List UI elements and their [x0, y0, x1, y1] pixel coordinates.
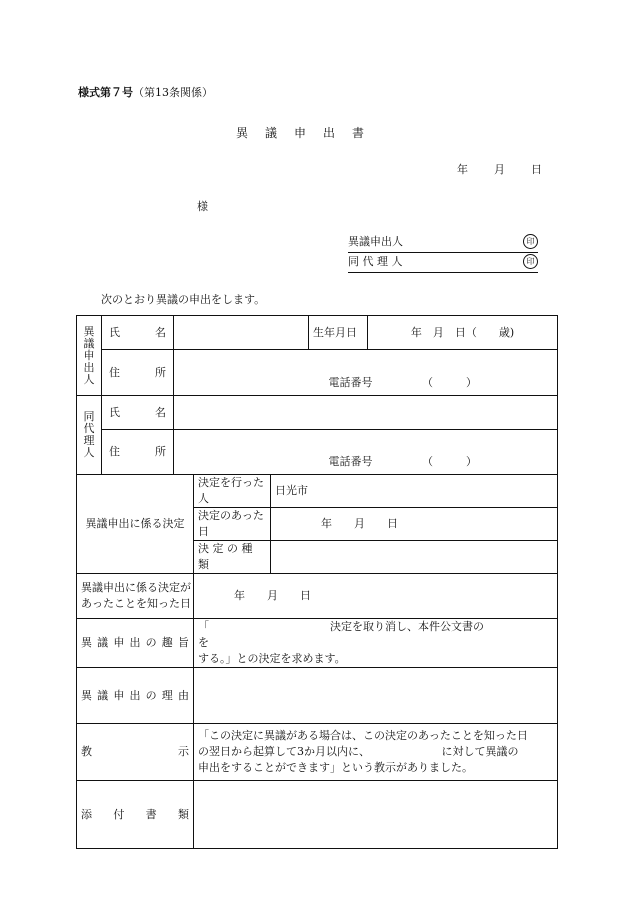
date-line — [457, 161, 542, 177]
form-number-label: 様式第７号 — [78, 86, 133, 99]
page-title: 異議申出書 — [236, 126, 382, 140]
birth-date-label: 生年月日 — [309, 316, 368, 350]
applicant-address-field[interactable]: 電話番号 （ ） — [174, 350, 558, 396]
intro-text: 次のとおり異議の申出をします。 — [101, 293, 266, 306]
known-date-field[interactable]: 年 月 日 — [194, 574, 558, 619]
known-date-label: 異 議 申 出 に 係 る 決 定 が あ っ た こ と を 知 っ た 日 — [77, 574, 194, 619]
seal-icon: 印 — [523, 254, 538, 269]
date-day: 日 — [531, 163, 542, 176]
agent-name-label: 氏 名 — [102, 396, 174, 430]
signature-label: 異議申出人 — [348, 235, 403, 248]
decision-type-field[interactable] — [271, 541, 558, 574]
decision-row-label: 決定を行った人 — [194, 475, 271, 508]
form-number — [78, 84, 213, 100]
birth-date-field[interactable]: 年 月 日（ 歳) — [368, 316, 558, 350]
decision-row-label: 決 定 の 種 類 — [194, 541, 271, 574]
agent-group-label: 同 代 理 人 — [77, 396, 102, 475]
instruction-field — [194, 724, 558, 781]
decision-date-field[interactable]: 年 月 日 — [271, 508, 558, 541]
decision-maker-field[interactable]: 日光市 — [271, 475, 558, 508]
instruction-text-line: 申出をすることができます」という教示がありました。 — [198, 761, 473, 774]
date-month: 月 — [494, 163, 505, 176]
purpose-text-line: する。」との決定を求めます。 — [198, 652, 346, 665]
reason-label: 異 議 申 出 の 理 由 — [77, 668, 194, 724]
signature-agent — [348, 253, 538, 273]
instruction-label: 教 示 — [77, 724, 194, 781]
form-relation: （第13条関係） — [133, 86, 213, 99]
signature-label: 同 代 理 人 — [348, 255, 403, 268]
date-year: 年 — [457, 163, 468, 176]
decision-row-label: 決定のあった日 — [194, 508, 271, 541]
instruction-text-line: 「この決定に異議がある場合は、この決定のあったことを知った日 — [198, 729, 528, 742]
applicant-name-field[interactable] — [174, 316, 309, 350]
attachments-label: 添 付 書 類 — [77, 781, 194, 849]
signature-applicant — [348, 233, 538, 253]
reason-field[interactable] — [194, 668, 558, 724]
agent-address-field[interactable]: 電話番号 （ ） — [174, 430, 558, 475]
applicant-address-label: 住 所 — [102, 350, 174, 396]
objection-form-table — [76, 315, 583, 849]
purpose-label: 異 議 申 出 の 趣 旨 — [77, 619, 194, 668]
applicant-name-label: 氏 名 — [102, 316, 174, 350]
addressee: 様 — [197, 200, 208, 213]
seal-icon: 印 — [523, 234, 538, 249]
decision-group-label: 異議申出に係る決定 — [77, 475, 194, 574]
attachments-field[interactable] — [194, 781, 558, 849]
agent-address-label: 住 所 — [102, 430, 174, 475]
purpose-text-line: 「 決定を取り消し、本件公文書の を — [198, 620, 583, 649]
agent-name-field[interactable] — [174, 396, 558, 430]
applicant-group-label: 異 議 申 出 人 — [77, 316, 102, 396]
instruction-text-line: の翌日から起算して3か月以内に、 に対して異議の — [198, 745, 519, 758]
purpose-field[interactable] — [194, 619, 583, 668]
